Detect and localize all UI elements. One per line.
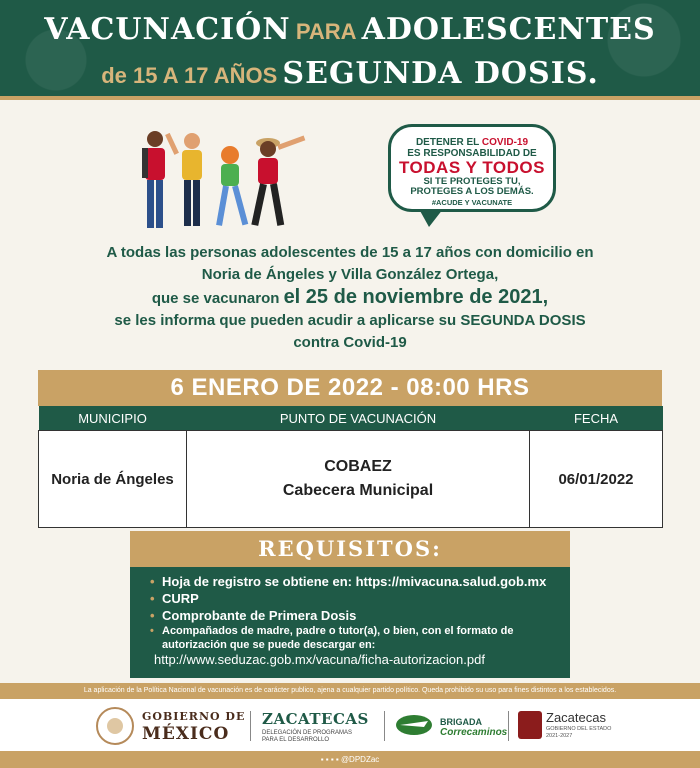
social-icons: ▪ ▪ ▪ ▪ — [320, 755, 341, 764]
intro-line-5: contra Covid-19 — [293, 334, 407, 351]
bullet-icon: • — [150, 608, 155, 623]
zacatecas-delegacion-subtitle — [262, 730, 352, 744]
zacatecas-delegacion-title: ZACATECAS — [262, 710, 369, 728]
title-line-2 — [0, 56, 700, 91]
title-adolescentes: ADOLESCENTES — [361, 12, 656, 47]
intro-line-2: Noria de Ángeles y Villa González Ortega, — [201, 266, 499, 283]
list-item — [150, 624, 560, 652]
intro-line-4: se les informa que pueden acudir a aplicarse su SEGUNDA DOSIS — [114, 312, 586, 329]
social-bar — [0, 751, 700, 768]
brigada-logo-icon — [394, 713, 434, 737]
teen-figure-4 — [251, 136, 305, 226]
brigada-text: BRIGADA — [440, 717, 482, 727]
header-punto-vacunacion: PUNTO DE VACUNACIÓN — [187, 406, 530, 431]
intro-text — [40, 242, 660, 354]
bubble-text-proteges-1: SI TE PROTEGES TU, — [423, 176, 521, 187]
bullet-icon: • — [150, 625, 154, 637]
zacatecas-gobierno-title: Zacatecas — [546, 710, 606, 725]
date-banner: 6 ENERO DE 2022 - 08:00 HRS — [38, 370, 662, 406]
speech-bubble — [388, 124, 556, 212]
list-item — [150, 573, 560, 590]
bubble-text-detener: DETENER EL — [415, 137, 480, 148]
autorizacion-link[interactable]: http://www.seduzac.gob.mx/vacuna/ficha-autorizacion.pdf — [154, 652, 485, 667]
requisito-acompanados: Acompañados de madre, padre o tutor(a), o bien, con el formato de autorización que se puede descargar en: — [162, 625, 514, 651]
gobierno-de-text: GOBIERNO DE — [142, 710, 246, 723]
intro-date-emphasis: el 25 de noviembre de 2021, — [283, 286, 549, 308]
title-vacunacion: VACUNACIÓN — [44, 12, 291, 47]
list-item — [150, 607, 560, 624]
bullet-icon: • — [150, 574, 155, 589]
bubble-text-responsabilidad: ES RESPONSABILIDAD DE — [407, 148, 537, 159]
teen-figure-1 — [142, 131, 165, 228]
title-para: PARA — [295, 19, 357, 44]
teen-figure-3 — [216, 146, 248, 226]
bullet-icon: • — [150, 591, 155, 606]
title-line-1 — [0, 12, 700, 47]
intro-line-3 — [40, 286, 660, 310]
header-divider — [0, 96, 700, 100]
requisito-curp: CURP — [162, 591, 199, 606]
zacatecas-shield-icon — [518, 711, 542, 739]
bubble-tail — [419, 209, 443, 227]
table-row — [39, 431, 663, 528]
teen-figure-2 — [165, 133, 202, 226]
gobierno-period-line: 2021-2027 — [546, 733, 573, 739]
bubble-text-todas-todos: TODAS Y TODOS — [398, 158, 545, 177]
bubble-hashtag: #ACUDE Y VACUNATE — [431, 198, 513, 207]
footer-divider — [508, 711, 509, 741]
requisitos-title: REQUISITOS: — [130, 531, 570, 567]
cell-punto-name: COBAEZ — [324, 458, 392, 475]
bubble-text-covid: COVID-19 — [481, 137, 529, 148]
mexico-text: MÉXICO — [142, 724, 230, 744]
title-segunda-dosis: SEGUNDA DOSIS. — [282, 56, 599, 91]
bubble-text-proteges-2: PROTEGES A LOS DEMÁS. — [410, 186, 534, 197]
table-header-row — [39, 406, 663, 431]
disclaimer-bar: La aplicación de la Política Nacional de vacunación es de carácter publico, ajena a cualquier partido político. Queda prohibido su uso para fines distintos a los establecidos. — [0, 683, 700, 699]
intro-line-3a: que se vacunaron — [151, 290, 280, 307]
social-handle[interactable]: @DPDZac — [340, 755, 380, 764]
cell-punto-vacunacion — [187, 431, 530, 528]
gobierno-estado-line: GOBIERNO DEL ESTADO — [546, 726, 612, 732]
zacatecas-gobierno-subtitle — [546, 726, 611, 740]
cell-punto-location: Cabecera Municipal — [282, 482, 434, 499]
header-municipio: MUNICIPIO — [39, 406, 187, 431]
mexico-seal-icon — [96, 707, 134, 745]
correcaminos-text: Correcaminos — [440, 727, 508, 738]
cell-municipio: Noria de Ángeles — [39, 431, 187, 528]
cell-fecha: 06/01/2022 — [530, 431, 663, 528]
footer-divider — [384, 711, 385, 741]
header-fecha: FECHA — [530, 406, 663, 431]
intro-line-1: A todas las personas adolescentes de 15 a 17 años con domicilio en — [106, 244, 594, 261]
footer-divider — [250, 711, 251, 741]
teens-illustration — [130, 125, 310, 240]
requisito-hoja-registro: Hoja de registro se obtiene en: https://mivacuna.salud.gob.mx — [162, 574, 547, 589]
title-age-range: de 15 A 17 AÑOS — [101, 63, 278, 88]
requisito-comprobante: Comprobante de Primera Dosis — [162, 608, 357, 623]
list-item — [150, 590, 560, 607]
delegacion-line-1: DELEGACIÓN DE PROGRAMAS — [262, 730, 353, 736]
requisitos-list — [150, 573, 560, 652]
requisitos-box — [130, 567, 570, 678]
delegacion-line-2: PARA EL DESARROLLO — [262, 737, 330, 743]
footer-logos — [0, 699, 700, 751]
vaccination-table — [38, 406, 663, 528]
header-banner — [0, 0, 700, 100]
